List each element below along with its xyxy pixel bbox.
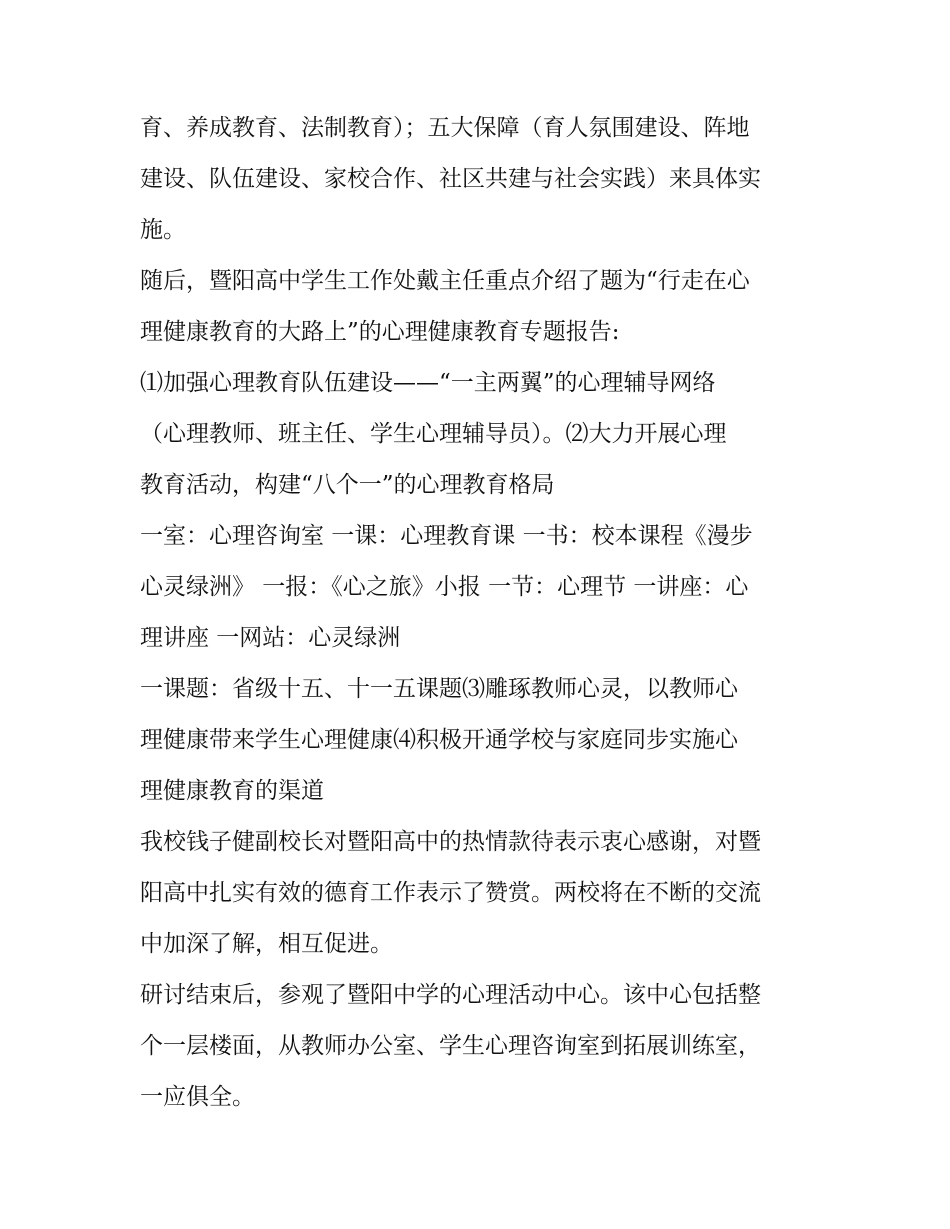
text-line: 心灵绿洲》 一报：《心之旅》小报 一节：心理节 一讲座：心 — [140, 574, 749, 600]
body-text — [140, 103, 820, 1123]
text-line: 随后，暨阳高中学生工作处戴主任重点介绍了题为“行走在心 — [140, 268, 750, 294]
text-line: 个一层楼面，从教师办公室、学生心理咨询室到拓展训练室， — [140, 1033, 761, 1059]
text-line: （心理教师、班主任、学生心理辅导员）。⑵大力开展心理 — [140, 421, 727, 447]
text-line: 教育活动，构建“八个一”的心理教育格局 — [140, 472, 555, 498]
text-line: 一课题：省级十五、十一五课题⑶雕琢教师心灵，以教师心 — [140, 676, 738, 702]
text-line: 阳高中扎实有效的德育工作表示了赞赏。两校将在不断的交流 — [140, 880, 761, 906]
text-line: 施。 — [140, 217, 186, 243]
text-line: 建设、队伍建设、家校合作、社区共建与社会实践）来具体实 — [140, 166, 761, 192]
text-line: 我校钱子健副校长对暨阳高中的热情款待表示衷心感谢，对暨 — [140, 829, 761, 855]
text-line: 一应俱全。 — [140, 1084, 255, 1110]
text-line: 理健康带来学生心理健康⑷积极开通学校与家庭同步实施心 — [140, 727, 738, 753]
text-line: 理健康教育的大路上”的心理健康教育专题报告: — [140, 319, 620, 345]
text-line: 理讲座 一网站：心灵绿洲 — [140, 625, 401, 651]
text-line: ⑴加强心理教育队伍建设——“一主两翼”的心理辅导网络 — [140, 370, 716, 396]
text-line: 育、养成教育、法制教育）；五大保障（育人氛围建设、阵地 — [140, 115, 750, 141]
text-line: 理健康教育的渠道 — [140, 778, 324, 804]
text-line: 中加深了解，相互促进。 — [140, 931, 393, 957]
text-line: 研讨结束后，参观了暨阳中学的心理活动中心。该中心包括整 — [140, 982, 761, 1008]
text-line: 一室：心理咨询室 一课：心理教育课 一书：校本课程《漫步 — [140, 523, 753, 549]
